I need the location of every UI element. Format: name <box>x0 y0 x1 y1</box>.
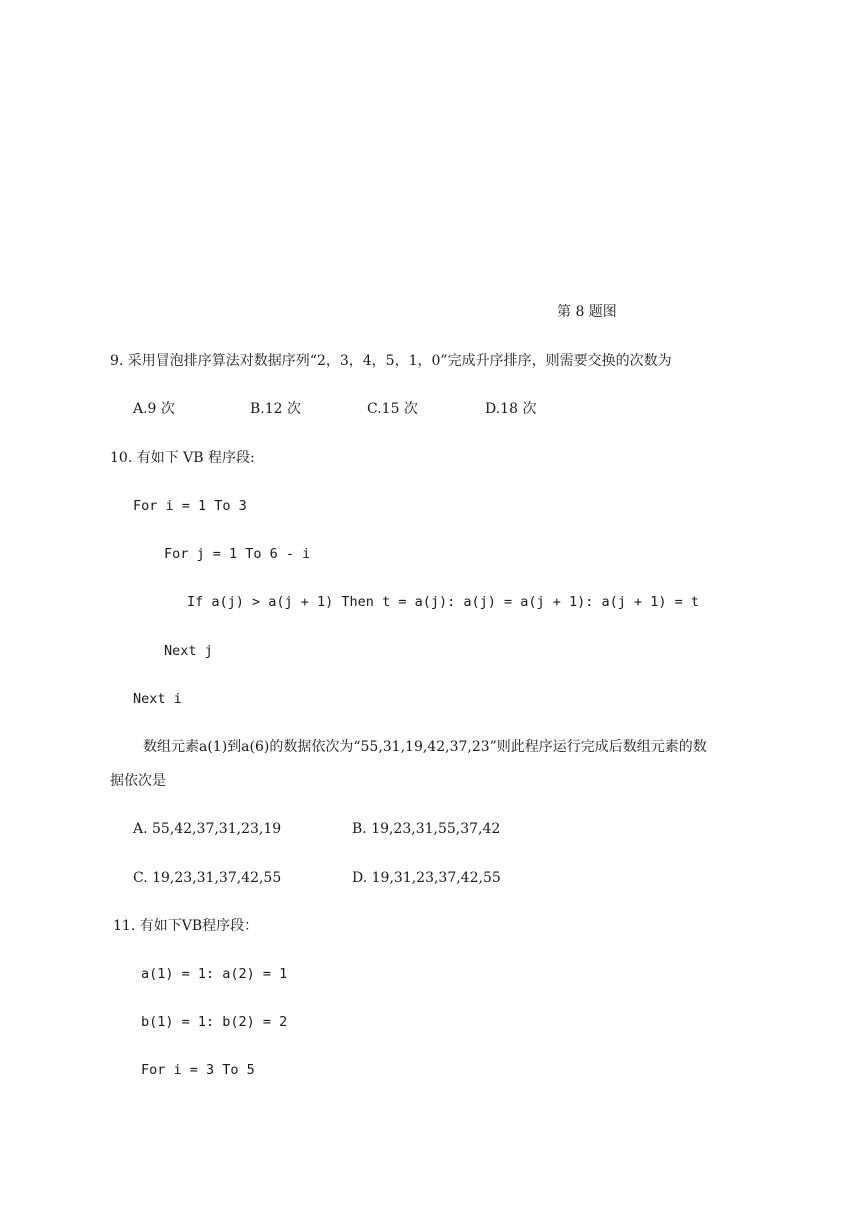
question-10-option-b: B. 19,23,31,55,37,42 <box>352 821 501 837</box>
question-9-option-d: D.18 次 <box>485 401 537 417</box>
code-line: If a(j) > a(j + 1) Then t = a(j): a(j) = a(j + 1): a(j + 1) = t <box>187 594 700 610</box>
question-10-option-c: C. 19,23,31,37,42,55 <box>133 870 282 886</box>
code-line: a(1) = 1: a(2) = 1 <box>141 966 288 982</box>
code-line: For i = 1 To 3 <box>133 498 247 514</box>
question-10-option-d: D. 19,31,23,37,42,55 <box>352 870 501 886</box>
code-line: Next i <box>133 691 182 707</box>
question-10-description: 数组元素a(1)到a(6)的数据依次为“55,31,19,42,37,23”则此程序运行完成后数组元素的数 <box>143 739 707 755</box>
question-11-stem: 11. 有如下VB程序段： <box>113 918 259 934</box>
question-9-option-b: B.12 次 <box>250 401 302 417</box>
question-9-option-a: A.9 次 <box>133 401 175 417</box>
question-9-stem: 9. 采用冒泡排序算法对数据序列“2，3，4，5，1，0”完成升序排序，则需要交换的次数为 <box>110 353 672 369</box>
code-line: b(1) = 1: b(2) = 2 <box>141 1014 288 1030</box>
question-10-stem: 10. 有如下 VB 程序段: <box>110 450 255 466</box>
figure-caption: 第 8 题图 <box>557 304 617 320</box>
question-9-option-c: C.15 次 <box>367 401 418 417</box>
question-10-description-cont: 据依次是 <box>110 773 166 789</box>
code-line: For i = 3 To 5 <box>141 1062 255 1078</box>
code-line: For j = 1 To 6 - i <box>164 546 311 562</box>
question-10-option-a: A. 55,42,37,31,23,19 <box>133 821 282 837</box>
code-line: Next j <box>164 643 213 659</box>
